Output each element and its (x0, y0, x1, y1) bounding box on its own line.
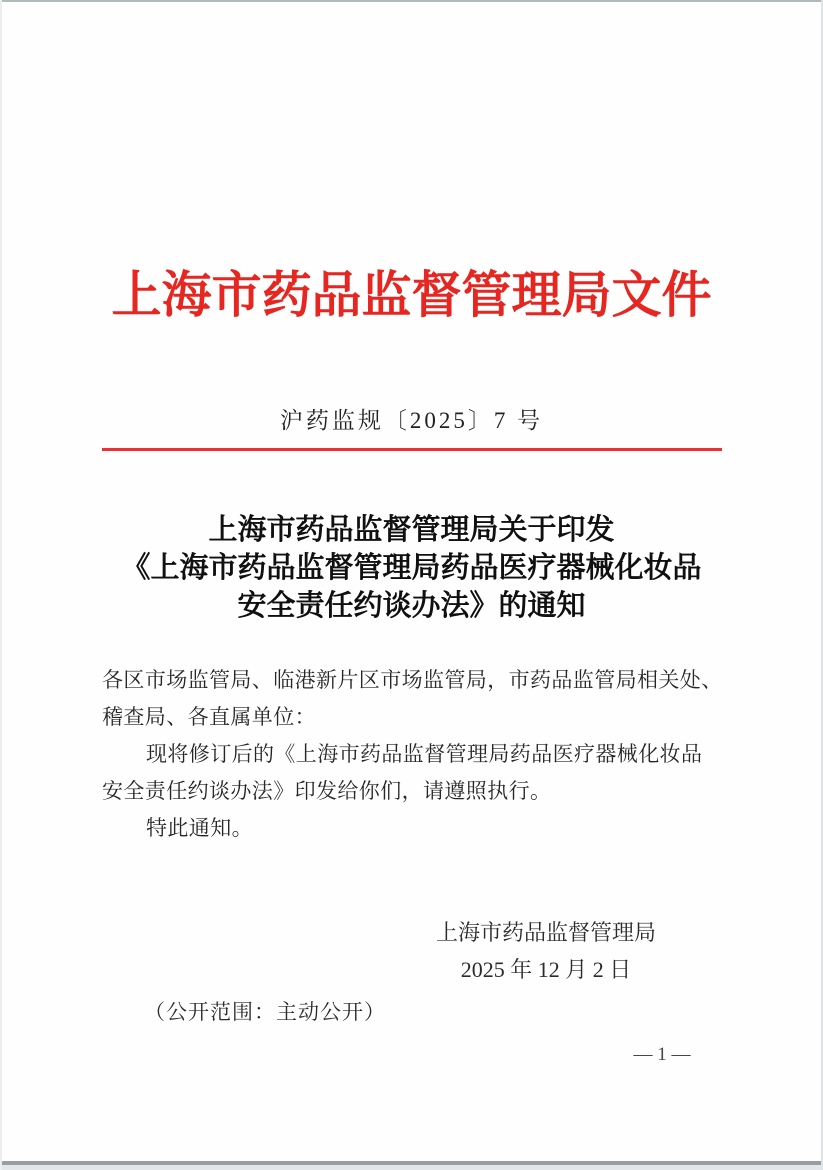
signature-block (396, 914, 696, 988)
body-line-paragraph: 现将修订后的《上海市药品监督管理局药品医疗器械化妆品 (146, 742, 703, 766)
body-line-closing: 特此通知。 (146, 816, 253, 840)
scan-edge-left (0, 0, 2, 1170)
body-line-salutation: 稽查局、各直属单位： (102, 705, 316, 729)
body-line-salutation: 各区市场监管局、临港新片区市场监管局，市药品监管局相关处、 (102, 668, 723, 692)
document-title-line: 《上海市药品监督管理局药品医疗器械化妆品 (121, 552, 702, 584)
scan-edge-top (0, 0, 823, 2)
document-body (102, 662, 726, 847)
masthead-title: 上海市药品监督管理局文件 (111, 267, 712, 323)
page-number: — 1 — (633, 1044, 691, 1065)
body-line-paragraph: 安全责任约谈办法》印发给你们，请遵照执行。 (102, 779, 552, 803)
document-title (60, 511, 763, 625)
scan-edge-bottom (0, 1161, 823, 1165)
document-title-line: 上海市药品监督管理局关于印发 (208, 514, 615, 546)
issue-date: 2025 年 12 月 2 日 (460, 957, 632, 982)
red-divider-line (102, 448, 722, 451)
issuing-authority: 上海市药品监督管理局 (435, 920, 656, 945)
disclosure-note: （公开范围：主动公开） (144, 1000, 386, 1024)
scan-edge-bottom-light (0, 1165, 823, 1170)
document-title-line: 安全责任约谈办法》的通知 (237, 590, 586, 622)
doc-number: 沪药监规〔2025〕7 号 (279, 408, 544, 433)
